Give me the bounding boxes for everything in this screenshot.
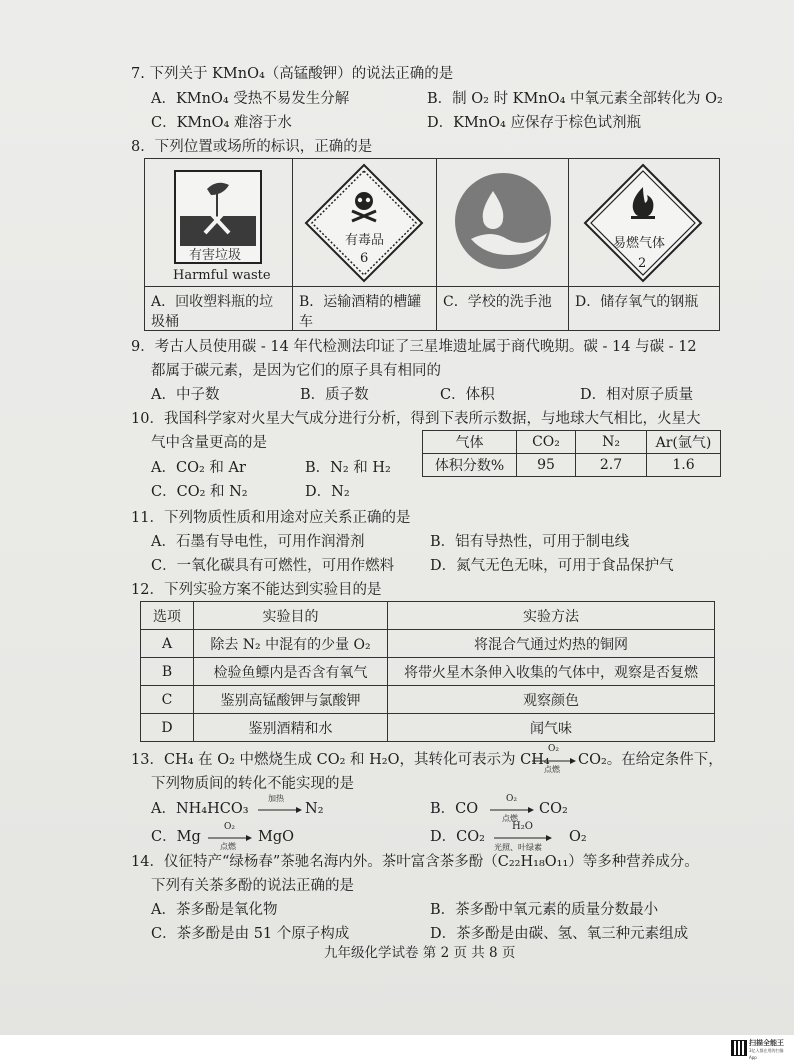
- table-header: 实验方法: [388, 602, 715, 630]
- q13-arrow-top-label: O₂: [548, 744, 559, 754]
- q13-line2: 下列物质间的转化不能实现的是: [151, 776, 354, 792]
- qr-code-icon: [731, 1040, 747, 1056]
- q11-option-d: D．氮气无色无味，可用于食品保护气: [430, 558, 674, 574]
- table-cell: 2.7: [576, 454, 647, 477]
- table-row: [141, 602, 715, 630]
- q13-line1-left: 13．CH₄ 在 O₂ 中燃烧生成 CO₂ 和 H₂O，其转化可表示为 CH₄: [131, 752, 550, 768]
- q14-option-a: A．茶多酚是氧化物: [151, 902, 278, 918]
- q9-line1: 9．考古人员使用碳 - 14 年代检测法印证了三星堆遗址属于商代晚期。碳 - 14 与碳 - 12: [131, 339, 697, 355]
- q8-sign-d-number: 2: [638, 256, 647, 271]
- reaction-arrow-icon: [258, 806, 302, 814]
- table-row: [141, 658, 715, 686]
- q8-sign-image-b: [293, 159, 436, 287]
- q9-option-d: D．相对原子质量: [580, 387, 694, 403]
- table-cell: 将混合气通过灼热的铜网: [388, 630, 715, 658]
- q13-option-b-bottom: 点燃: [502, 814, 518, 823]
- q13-option-c-right: MgO: [258, 829, 295, 845]
- table-row: [141, 686, 715, 714]
- q8-cell-a: [145, 159, 293, 330]
- table-header-gas: 气体: [423, 431, 517, 454]
- table-cell: 1.6: [647, 454, 721, 477]
- table-row: [423, 454, 721, 477]
- q8-cell-b: [293, 159, 437, 330]
- q8-sign-table: [144, 158, 720, 331]
- reaction-arrow-icon: [532, 757, 576, 765]
- q8-option-b: B．运输酒精的槽罐车: [299, 294, 422, 330]
- q8-stem: 8．下列位置或场所的标识，正确的是: [131, 139, 373, 155]
- q10-option-b: B．N₂ 和 H₂: [305, 460, 391, 476]
- q13-option-d-top: H₂O: [512, 821, 533, 832]
- scanner-watermark: [749, 1039, 791, 1060]
- q13-option-b-top: O₂: [506, 794, 517, 804]
- q8-cell-c: [437, 159, 569, 330]
- table-cell: 鉴别酒精和水: [194, 714, 388, 742]
- q9-option-c: C．体积: [440, 387, 495, 403]
- q13-option-d-right: O₂: [569, 829, 587, 845]
- table-cell: 将带火星木条伸入收集的气体中，观察是否复燃: [388, 658, 715, 686]
- table-header-co2: CO₂: [517, 431, 576, 454]
- q10-line1: 10．我国科学家对火星大气成分进行分析，得到下表所示数据，与地球大气相比，火星大: [131, 411, 701, 427]
- table-cell: 除去 N₂ 中混有的少量 O₂: [194, 630, 388, 658]
- q7-option-a: A．KMnO₄ 受热不易发生分解: [151, 91, 350, 107]
- table-cell: 95: [517, 454, 576, 477]
- q13-option-c-left: C．Mg: [151, 829, 201, 845]
- table-cell: 检验鱼鳔内是否含有氧气: [194, 658, 388, 686]
- q12-experiment-table: [140, 601, 715, 742]
- q13-option-a-right: N₂: [305, 801, 324, 817]
- water-saving-sign-icon: [437, 159, 567, 286]
- q12-stem: 12．下列实验方案不能达到实验目的是: [131, 582, 382, 598]
- table-header-n2: N₂: [576, 431, 647, 454]
- q14-option-c: C．茶多酚是由 51 个原子构成: [151, 926, 350, 942]
- scanner-brand: 扫描全能王: [749, 1039, 784, 1047]
- table-row: [423, 431, 721, 454]
- q8-sign-image-d: [569, 159, 719, 287]
- table-cell: 鉴别高锰酸钾与氯酸钾: [194, 686, 388, 714]
- table-cell: D: [141, 714, 194, 742]
- q11-option-a: A．石墨有导电性，可用作润滑剂: [151, 534, 365, 550]
- page-footer: 九年级化学试卷 第 2 页 共 8 页: [324, 945, 516, 961]
- q13-option-d-bottom: 光照、叶绿素: [494, 843, 542, 852]
- q7-option-b: B．制 O₂ 时 KMnO₄ 中氧元素全部转化为 O₂: [427, 91, 723, 107]
- q10-option-c: C．CO₂ 和 N₂: [151, 484, 248, 500]
- table-header: 实验目的: [194, 602, 388, 630]
- q11-option-c: C．一氧化碳具有可燃性，可用作燃料: [151, 558, 395, 574]
- reaction-arrow-icon: [208, 834, 252, 842]
- q7-option-c: C．KMnO₄ 难溶于水: [151, 115, 292, 131]
- q10-option-a: A．CO₂ 和 Ar: [151, 460, 246, 476]
- q14-line1: 14．仪征特产“绿杨春”茶驰名海内外。茶叶富含茶多酚（C₂₂H₁₈O₁₁）等多种营养成分。: [131, 854, 699, 870]
- q13-option-a-top: 加热: [268, 794, 284, 803]
- q9-line2: 都属于碳元素，是因为它们的原子具有相同的: [151, 363, 441, 379]
- q8-sign-a-english: Harmful waste: [173, 268, 271, 283]
- q8-sign-image-a: [145, 159, 292, 287]
- q8-sign-b-text: 有毒品: [345, 233, 385, 248]
- q8-sign-b-number: 6: [360, 251, 369, 266]
- q7-stem: 7. 下列关于 KMnO₄（高锰酸钾）的说法正确的是: [131, 66, 454, 82]
- scanner-slogan: 3亿人都在用的扫描App: [749, 1048, 784, 1060]
- table-cell: C: [141, 686, 194, 714]
- q13-option-a-left: A．NH₄HCO₃: [151, 801, 249, 817]
- q8-option-d: D．储存氧气的钢瓶: [575, 294, 699, 310]
- q8-sign-image-c: [437, 159, 568, 287]
- q13-option-c-bottom: 点燃: [220, 842, 236, 851]
- q8-sign-a-text: 有害垃圾: [189, 248, 242, 263]
- table-cell: 闻气味: [388, 714, 715, 742]
- q13-option-b-left: B．CO: [430, 801, 479, 817]
- q13-option-d-left: D．CO₂: [430, 829, 485, 845]
- q8-option-a: A．回收塑料瓶的垃圾桶: [151, 294, 274, 330]
- q7-option-d: D．KMnO₄ 应保存于棕色试剂瓶: [427, 115, 641, 131]
- table-cell: 观察颜色: [388, 686, 715, 714]
- q14-line2: 下列有关茶多酚的说法正确的是: [151, 878, 354, 894]
- q13-option-b-right: CO₂: [539, 801, 568, 817]
- table-cell: 体积分数%: [423, 454, 517, 477]
- q10-line2: 气中含量更高的是: [151, 435, 267, 451]
- table-header-ar: Ar(氩气): [647, 431, 721, 454]
- scanner-watermark-bar: [0, 1035, 794, 1061]
- table-header: 选项: [141, 602, 194, 630]
- q11-option-b: B．铝有导热性，可用于制电线: [430, 534, 630, 550]
- q10-gas-table: [422, 430, 721, 477]
- table-row: [141, 630, 715, 658]
- reaction-arrow-icon: [490, 806, 534, 814]
- q11-stem: 11．下列物质性质和用途对应关系正确的是: [131, 510, 411, 526]
- reaction-arrow-icon: [494, 834, 552, 842]
- q13-arrow-bottom-label: 点燃: [544, 765, 560, 774]
- q13-line1-right: CO₂。在给定条件下，: [578, 752, 723, 768]
- table-cell: B: [141, 658, 194, 686]
- q9-option-a: A．中子数: [151, 387, 220, 403]
- q8-sign-d-text: 易燃气体: [613, 236, 666, 251]
- q9-option-b: B．质子数: [300, 387, 369, 403]
- q10-option-d: D．N₂: [305, 484, 350, 500]
- q14-option-b: B．茶多酚中氧元素的质量分数最小: [430, 902, 659, 918]
- q8-option-c: C．学校的洗手池: [443, 294, 552, 310]
- q8-cell-d: [569, 159, 719, 330]
- table-cell: A: [141, 630, 194, 658]
- table-row: [141, 714, 715, 742]
- q13-option-c-top: O₂: [224, 822, 235, 832]
- q14-option-d: D．茶多酚是由碳、氢、氧三种元素组成: [430, 926, 689, 942]
